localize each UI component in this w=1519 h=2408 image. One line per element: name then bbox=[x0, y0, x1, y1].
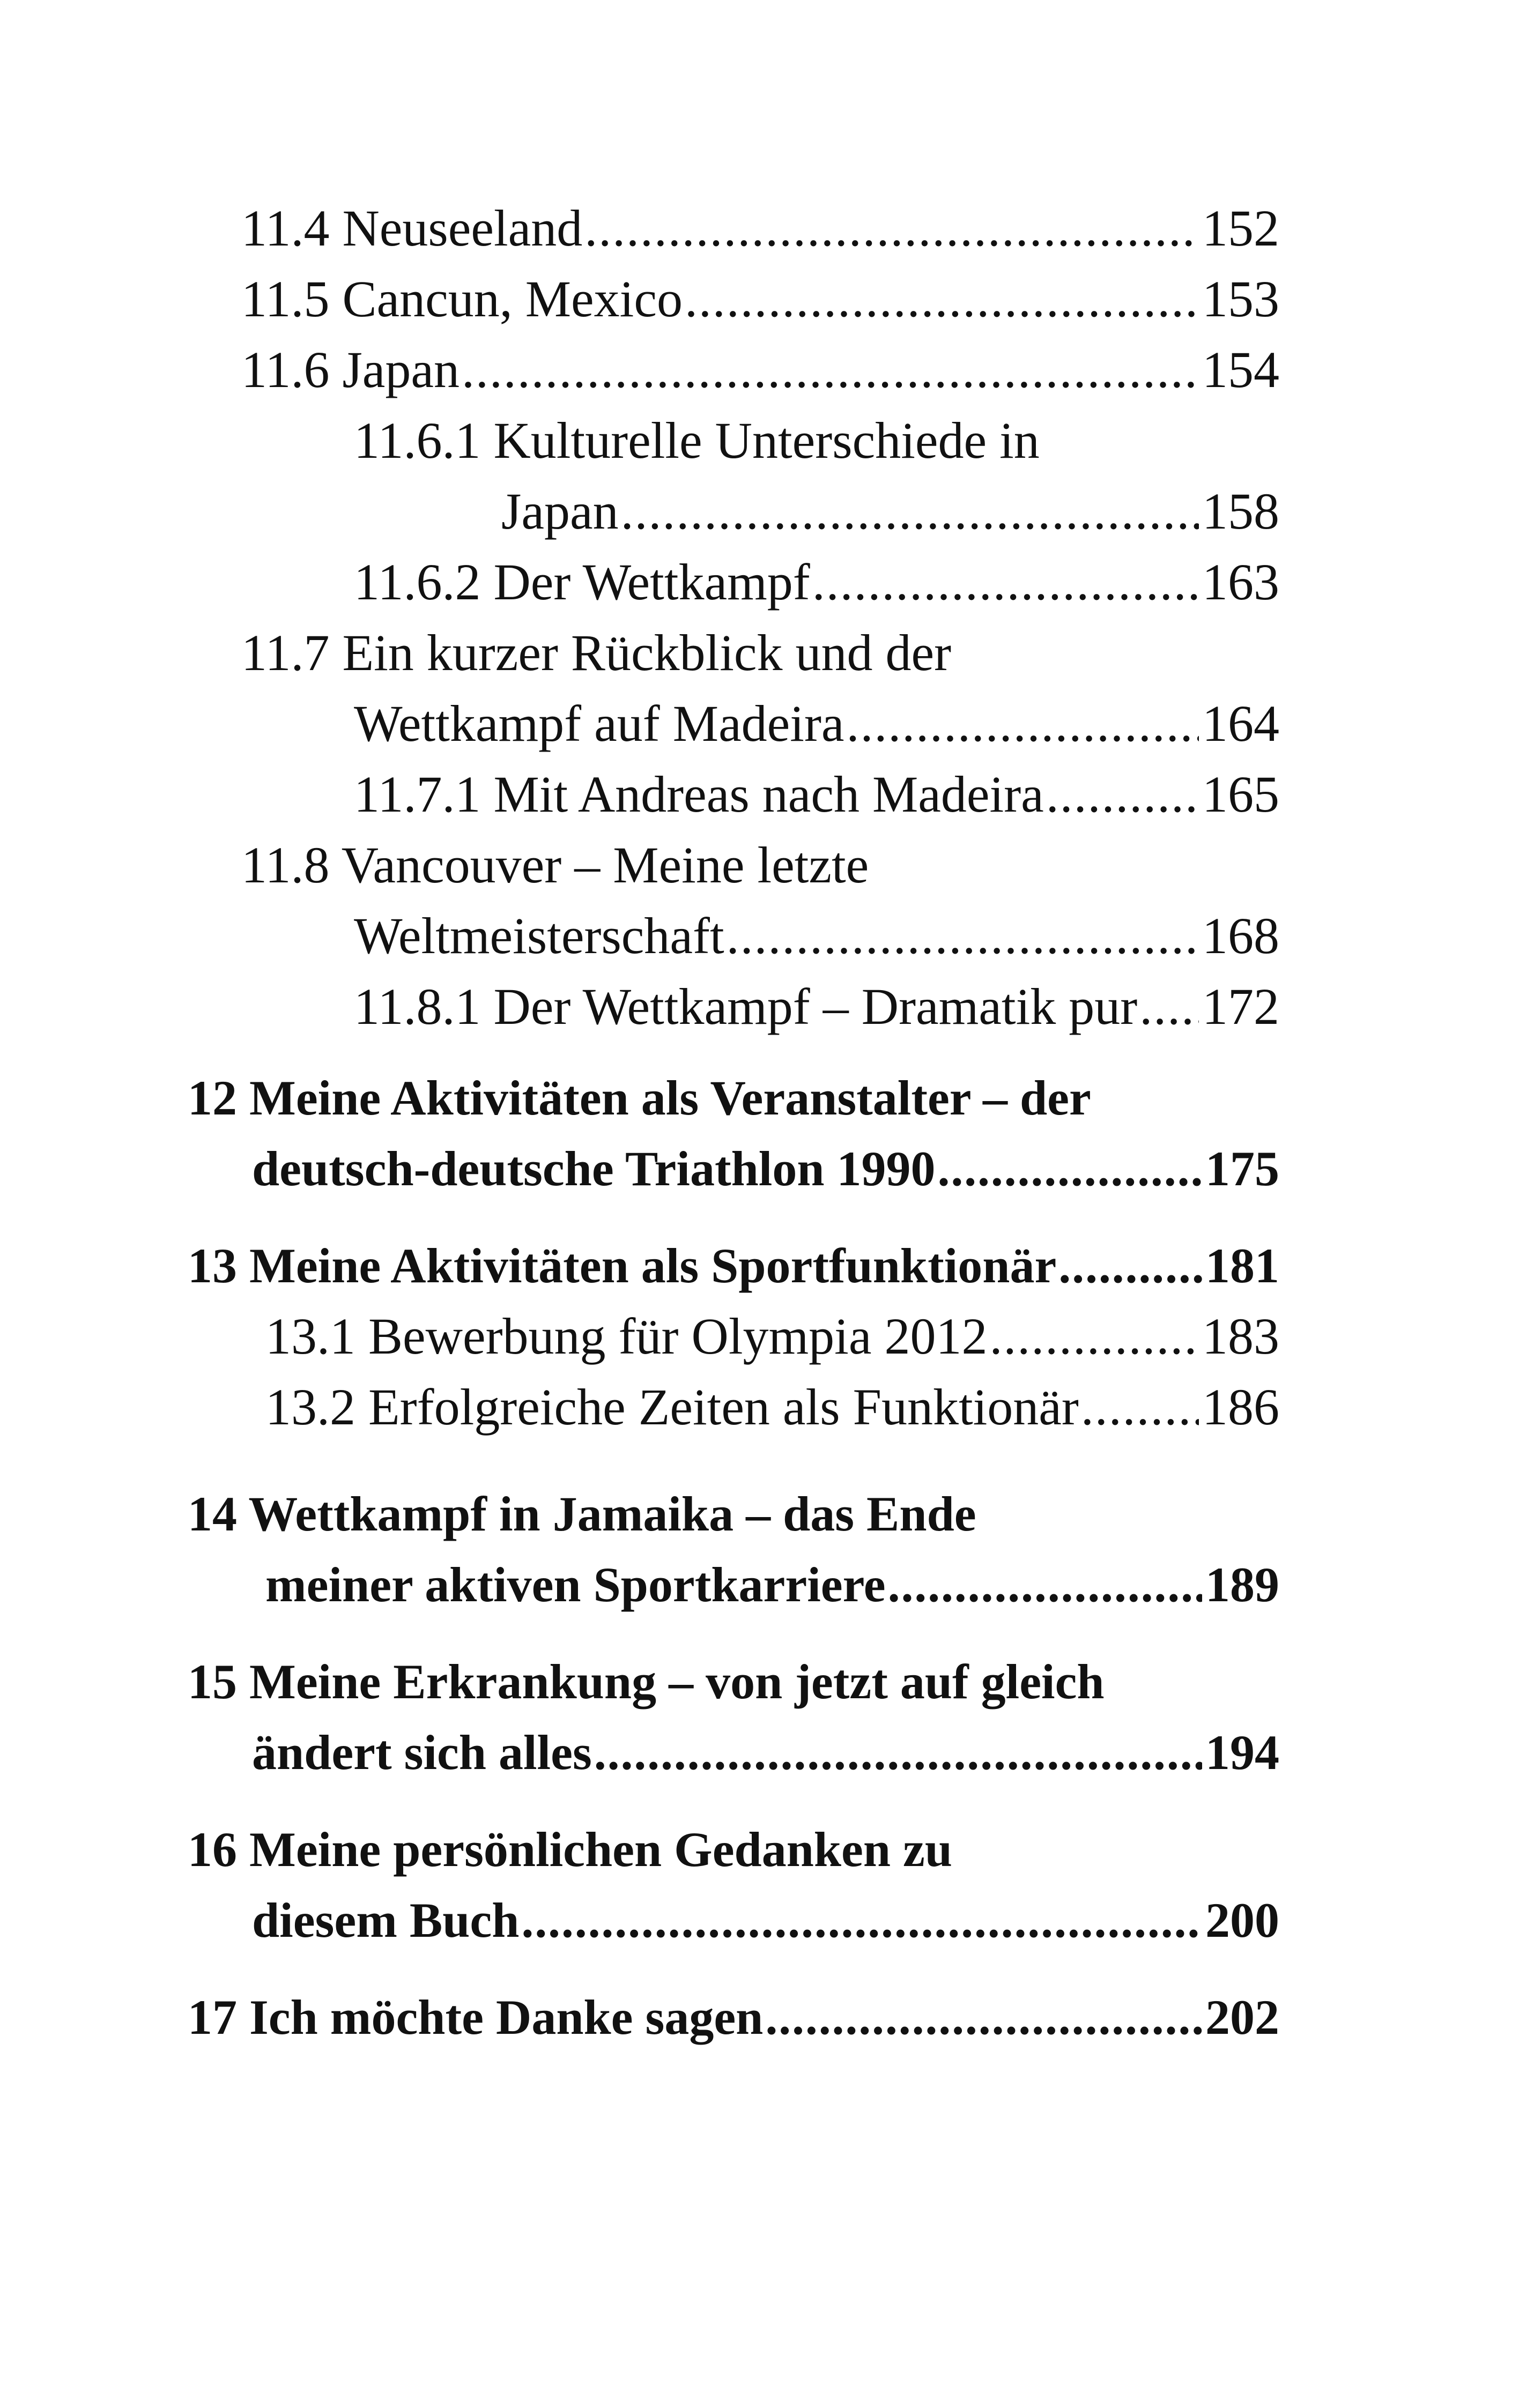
toc-entry-page: 163 bbox=[1202, 553, 1279, 611]
toc-entry-page: 158 bbox=[1202, 482, 1279, 540]
toc-entry-page: 172 bbox=[1202, 978, 1279, 1035]
toc-entry-continuation bbox=[501, 476, 1279, 547]
toc-chapter-page: 181 bbox=[1205, 1238, 1279, 1293]
toc-chapter-title: 13 Meine Aktivitäten als Sportfunktionär bbox=[188, 1238, 1057, 1293]
toc-chapter bbox=[188, 1062, 1279, 1133]
toc-entry-title: 11.6.2 Der Wettkampf bbox=[354, 553, 810, 611]
toc-chapter-title: diesem Buch bbox=[252, 1893, 520, 1948]
toc-entry-continuation bbox=[354, 901, 1279, 971]
leader-dots bbox=[989, 1301, 1199, 1372]
leader-dots bbox=[584, 193, 1199, 264]
toc-chapter-title: ändert sich alles bbox=[252, 1725, 592, 1780]
toc-chapter bbox=[188, 1814, 1279, 1885]
toc-chapter-title: 17 Ich möchte Danke sagen bbox=[188, 1990, 764, 2045]
toc-entry-page: 165 bbox=[1202, 765, 1279, 823]
toc-entry-title: Wettkampf auf Madeira bbox=[354, 695, 844, 752]
toc-entry-title: 11.8.1 Der Wettkampf – Dramatik pur bbox=[354, 978, 1138, 1035]
toc-chapter-title: deutsch-deutsche Triathlon 1990 bbox=[252, 1141, 936, 1196]
leader-dots bbox=[765, 1982, 1202, 2053]
toc-entry-title: 11.6 Japan bbox=[241, 341, 460, 398]
toc-entry-page: 168 bbox=[1202, 907, 1279, 964]
toc-entry-title: 11.7 Ein kurzer Rückblick und der bbox=[241, 624, 952, 681]
toc-entry bbox=[354, 405, 1279, 476]
toc-chapter-title: 14 Wettkampf in Jamaika – das Ende bbox=[188, 1487, 976, 1541]
toc-entry bbox=[354, 759, 1279, 830]
toc-entry-page: 154 bbox=[1202, 341, 1279, 398]
toc-chapter-title: 16 Meine persönlichen Gedanken zu bbox=[188, 1822, 953, 1877]
leader-dots bbox=[937, 1133, 1202, 1204]
toc-entry-title: 13.2 Erfolgreiche Zeiten als Funktionär bbox=[265, 1378, 1079, 1436]
leader-dots bbox=[621, 476, 1199, 547]
toc-entry bbox=[265, 1301, 1279, 1372]
toc-entry-title: 13.1 Bewerbung für Olympia 2012 bbox=[265, 1307, 988, 1365]
toc-entry-page: 152 bbox=[1202, 199, 1279, 257]
toc-entry-title: Japan bbox=[501, 482, 619, 540]
toc-chapter-title: meiner aktiven Sportkarriere bbox=[265, 1557, 886, 1612]
toc-entry-title: 11.5 Cancun, Mexico bbox=[241, 270, 683, 328]
toc-chapter-page: 189 bbox=[1205, 1557, 1279, 1612]
toc-chapter-continuation bbox=[265, 1549, 1279, 1620]
leader-dots bbox=[812, 547, 1199, 618]
leader-dots bbox=[727, 901, 1199, 971]
toc-entry bbox=[354, 547, 1279, 618]
toc-entry bbox=[241, 193, 1279, 264]
toc-chapter-title: 12 Meine Aktivitäten als Veranstalter – der bbox=[188, 1071, 1091, 1125]
toc-entry-page: 164 bbox=[1202, 695, 1279, 752]
toc-entry-title: 11.8 Vancouver – Meine letzte bbox=[241, 836, 869, 894]
toc-chapter-page: 202 bbox=[1205, 1990, 1279, 2045]
toc-entry-title: Weltmeisterschaft bbox=[354, 907, 724, 964]
toc-entry bbox=[265, 1372, 1279, 1443]
toc-entry-title: 11.6.1 Kulturelle Unterschiede in bbox=[354, 412, 1040, 469]
toc-chapter-continuation bbox=[252, 1885, 1279, 1956]
toc-entry bbox=[241, 618, 1279, 688]
toc-entry-title: 11.7.1 Mit Andreas nach Madeira bbox=[354, 765, 1044, 823]
toc-chapter-page: 200 bbox=[1205, 1893, 1279, 1948]
toc-entry-continuation bbox=[354, 688, 1279, 759]
toc-entry-page: 183 bbox=[1202, 1307, 1279, 1365]
toc-chapter-title: 15 Meine Erkrankung – von jetzt auf gleich bbox=[188, 1654, 1105, 1709]
toc-chapter bbox=[188, 1646, 1279, 1717]
leader-dots bbox=[594, 1717, 1202, 1788]
toc-entry-page: 153 bbox=[1202, 270, 1279, 328]
leader-dots bbox=[847, 688, 1199, 759]
leader-dots bbox=[1139, 971, 1199, 1042]
leader-dots bbox=[685, 264, 1199, 335]
toc-chapter-page: 194 bbox=[1205, 1725, 1279, 1780]
toc-chapter-page: 175 bbox=[1205, 1141, 1279, 1196]
toc-chapter bbox=[188, 1982, 1279, 2053]
leader-dots bbox=[1058, 1230, 1202, 1301]
leader-dots bbox=[521, 1885, 1202, 1956]
toc-entry bbox=[241, 335, 1279, 405]
toc-chapter-continuation bbox=[252, 1717, 1279, 1788]
toc-entry-page: 186 bbox=[1202, 1378, 1279, 1436]
leader-dots bbox=[462, 335, 1199, 405]
toc-entry bbox=[354, 971, 1279, 1042]
leader-dots bbox=[1081, 1372, 1199, 1443]
toc-chapter bbox=[188, 1230, 1279, 1301]
leader-dots bbox=[888, 1549, 1202, 1620]
leader-dots bbox=[1046, 759, 1199, 830]
toc-chapter bbox=[188, 1478, 1279, 1549]
toc-entry-title: 11.4 Neuseeland bbox=[241, 199, 583, 257]
toc-chapter-continuation bbox=[252, 1133, 1279, 1204]
toc-entry bbox=[241, 264, 1279, 335]
toc-entry bbox=[241, 830, 1279, 901]
